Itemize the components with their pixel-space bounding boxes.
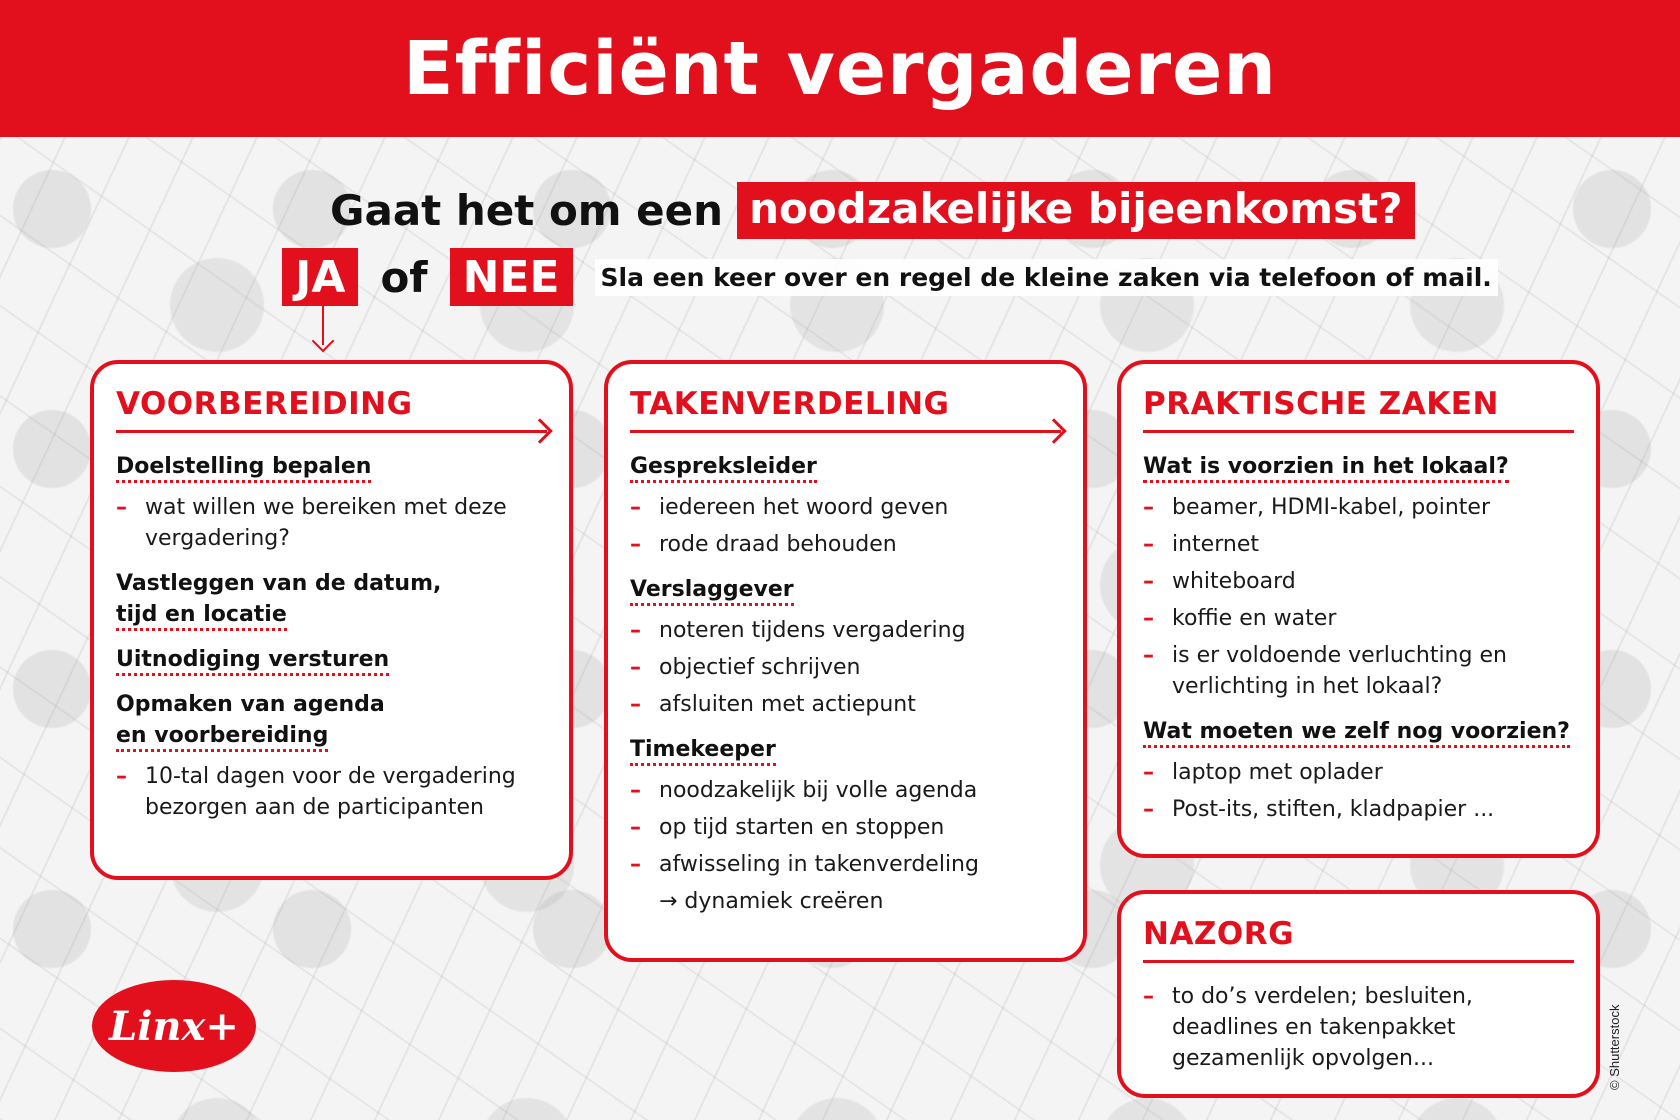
card-title: VOORBEREIDING bbox=[116, 386, 413, 422]
list-item: – afsluiten met actiepunt bbox=[630, 689, 1061, 720]
dash-icon: – bbox=[630, 655, 641, 680]
title-rule bbox=[630, 430, 1061, 433]
list-item: – is er voldoende verluchting en verlichting in het lokaal? bbox=[1143, 640, 1574, 702]
dash-icon: – bbox=[630, 815, 641, 840]
section bbox=[630, 574, 1061, 720]
section bbox=[1143, 451, 1574, 702]
list-item: – beamer, HDMI-kabel, pointer bbox=[1143, 492, 1574, 523]
card-takenverdeling bbox=[604, 360, 1087, 962]
image-credit: © Shutterstock bbox=[1607, 1004, 1622, 1090]
logo-text: Linx+ bbox=[109, 1002, 239, 1050]
section-head: Verslaggever bbox=[630, 577, 794, 606]
list-item: – laptop met oplader bbox=[1143, 757, 1574, 788]
list-item: – objectief schrijven bbox=[630, 652, 1061, 683]
sub-item: → dynamiek creëren bbox=[659, 889, 884, 914]
page-title: Efficiënt vergaderen bbox=[403, 25, 1277, 112]
section-head: Opmaken van agenda bbox=[116, 692, 385, 717]
section bbox=[116, 644, 547, 675]
card-praktische-zaken bbox=[1117, 360, 1600, 858]
list-item: – wat willen we bereiken met deze vergadering? bbox=[116, 492, 547, 554]
card-title: NAZORG bbox=[1143, 916, 1295, 952]
arrow-right-icon bbox=[527, 418, 552, 443]
section-head: Vastleggen van de datum, bbox=[116, 571, 442, 596]
section-head: Gespreksleider bbox=[630, 454, 817, 483]
dash-icon: – bbox=[1143, 532, 1154, 557]
title-rule bbox=[116, 430, 547, 433]
section-head: Wat is voorzien in het lokaal? bbox=[1143, 454, 1509, 483]
no-box: NEE bbox=[450, 248, 573, 306]
list-item: – iedereen het woord geven bbox=[630, 492, 1061, 523]
linx-logo bbox=[92, 980, 256, 1072]
title-rule bbox=[1143, 960, 1574, 963]
section bbox=[116, 568, 547, 630]
section-head: en voorbereiding bbox=[116, 723, 328, 752]
list-item: – rode draad behouden bbox=[630, 529, 1061, 560]
section-head: Doelstelling bepalen bbox=[116, 454, 371, 483]
dash-icon: – bbox=[116, 495, 127, 520]
or-label: of bbox=[380, 252, 428, 302]
dash-icon: – bbox=[1143, 643, 1154, 668]
dash-icon: – bbox=[1143, 495, 1154, 520]
dash-icon: – bbox=[1143, 606, 1154, 631]
section bbox=[630, 451, 1061, 560]
list-item: – internet bbox=[1143, 529, 1574, 560]
section bbox=[116, 689, 547, 823]
question-prefix: Gaat het om een bbox=[330, 185, 724, 235]
list-item: – Post-its, stiften, kladpapier ... bbox=[1143, 794, 1574, 825]
question-highlight: noodzakelijke bijeenkomst? bbox=[737, 182, 1414, 239]
dash-icon: – bbox=[116, 764, 127, 789]
dash-icon: – bbox=[630, 618, 641, 643]
section bbox=[1143, 716, 1574, 825]
dash-icon: – bbox=[1143, 569, 1154, 594]
section-head: tijd en locatie bbox=[116, 602, 287, 631]
list-item: – noodzakelijk bij volle agenda bbox=[630, 775, 1061, 806]
dash-icon: – bbox=[630, 495, 641, 520]
list-item: – whiteboard bbox=[1143, 566, 1574, 597]
list-item: – afwisseling in takenverdeling bbox=[630, 849, 1061, 880]
choice-row bbox=[282, 247, 1498, 307]
card-title: PRAKTISCHE ZAKEN bbox=[1143, 386, 1499, 422]
list-item: – koffie en water bbox=[1143, 603, 1574, 634]
list-item: – to do’s verdelen; besluiten, deadlines en takenpakket gezamenlijk opvolgen... bbox=[1143, 981, 1574, 1074]
dash-icon: – bbox=[630, 778, 641, 803]
dash-icon: – bbox=[1143, 797, 1154, 822]
no-hint: Sla een keer over en regel de kleine zaken via telefoon of mail. bbox=[595, 259, 1498, 296]
list-item: – 10-tal dagen voor de vergadering bezorgen aan de participanten bbox=[116, 761, 547, 823]
page-header bbox=[0, 0, 1680, 137]
section bbox=[630, 734, 1061, 917]
list-item: – noteren tijdens vergadering bbox=[630, 615, 1061, 646]
list-item: – op tijd starten en stoppen bbox=[630, 812, 1061, 843]
card-title: TAKENVERDELING bbox=[630, 386, 950, 422]
card-voorbereiding bbox=[90, 360, 573, 880]
yes-box: JA bbox=[282, 248, 358, 306]
dash-icon: – bbox=[630, 852, 641, 877]
arrow-right-icon bbox=[1041, 418, 1066, 443]
dash-icon: – bbox=[630, 692, 641, 717]
section-head: Uitnodiging versturen bbox=[116, 647, 389, 676]
section bbox=[116, 451, 547, 554]
question-row bbox=[330, 178, 1415, 242]
section-head: Wat moeten we zelf nog voorzien? bbox=[1143, 719, 1570, 748]
section-head: Timekeeper bbox=[630, 737, 776, 766]
dash-icon: – bbox=[1143, 984, 1154, 1009]
dash-icon: – bbox=[630, 532, 641, 557]
card-nazorg bbox=[1117, 890, 1600, 1098]
dash-icon: – bbox=[1143, 760, 1154, 785]
title-rule bbox=[1143, 430, 1574, 433]
